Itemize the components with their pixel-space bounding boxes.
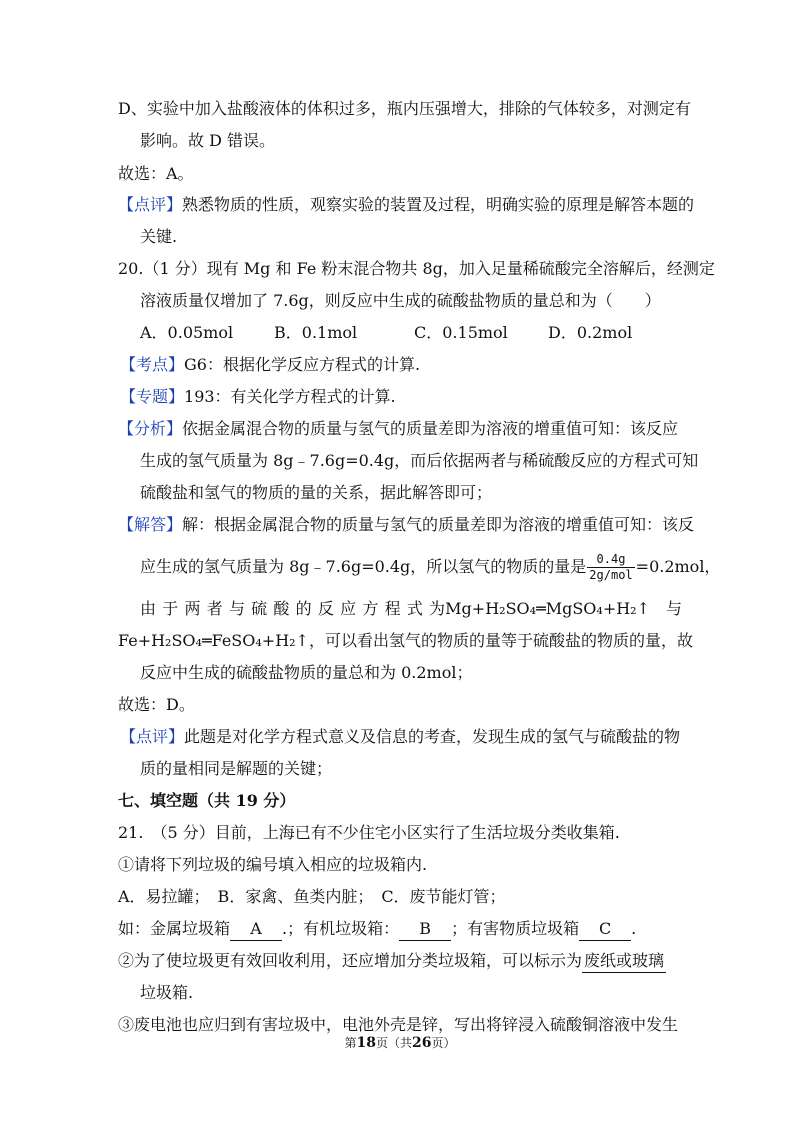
comment-2 [120,726,680,748]
answer-choice-2: 故选：D。 [118,695,195,714]
analysis-text: 依据金属混合物的质量与氢气的质量差即为溶液的增重值可知：该反应 [182,419,679,438]
justified-char: 应 [340,599,357,618]
justified-char: 反 [317,599,334,618]
answer-blank-metal: A [230,918,282,941]
justified-char: 硫 [251,599,268,618]
question-21-part-2 [118,950,666,973]
fraction-denominator: 2g/mol [589,568,633,582]
justified-char: 于 [162,599,179,618]
option-c: C．0.15mol [414,323,508,342]
comment-text: 熟悉物质的性质，观察实验的装置及过程，明确实验的原理是解答本题的 [182,195,695,214]
part-2-text: ②为了使垃圾更有效回收利用，还应增加分类垃圾箱，可以标示为 [118,951,583,970]
solution-text: 解：根据金属混合物的质量与氢气的质量差即为溶液的增重值可知：该反 [182,515,695,534]
answer-blank-glass: 废纸或玻璃 [582,950,666,973]
comment-1 [118,194,694,216]
analysis-cont-2: 硫酸盐和氢气的物质的量的关系，据此解答即可； [140,483,493,502]
comment-2-tag: 【点评】 [120,727,185,746]
question-21-part-1: ①请将下列垃圾的编号填入相应的垃圾箱内. [118,855,428,874]
justified-char: 方 [362,599,379,618]
solution-line-3-words [140,598,445,620]
fill-end: . [631,919,637,938]
question-20: 20.（1 分）现有 Mg 和 Fe 粉末混合物共 8g，加入足量稀硫酸完全溶解后，经测定 [118,259,715,278]
option-d-text-cont: 影响。故 D 错误。 [140,131,276,150]
question-21-fill [118,918,636,941]
footer-mid: 页（共 [375,1036,412,1050]
equation-mg: Mg+H₂SO₄═MgSO₄+H₂↑ 与 [445,599,682,618]
question-21-part-2-cont: 垃圾箱. [140,983,194,1002]
justified-char: 程 [384,599,401,618]
solution-line-2 [140,552,720,583]
solution-line-2-result: =0.2mol， [635,557,721,576]
justified-char: 者 [206,599,223,618]
comment-1-cont: 关键. [140,227,178,246]
analysis-cont-1: 生成的氢气质量为 8g﹣7.6g=0.4g，而后依据两者与稀硫酸反应的方程式可知 [140,451,699,470]
option-a: A．0.05mol [140,323,234,342]
comment-2-cont: 质的量相同是解题的关键； [140,759,333,778]
footer-prefix: 第 [344,1036,357,1050]
justified-char: 为 [429,599,446,618]
justified-char: 式 [406,599,423,618]
page-number: 18 [356,1035,376,1051]
fill-prefix: 如：金属垃圾箱 [118,919,231,938]
justified-char: 与 [228,599,245,618]
knowledge-point [120,354,420,376]
topic-text: 193：有关化学方程式的计算. [184,387,396,406]
question-20-cont: 溶液质量仅增加了 7.6g，则反应中生成的硫酸盐物质的量总和为（ ） [140,291,661,310]
solution-line-3 [140,598,682,620]
comment-tag: 【点评】 [118,195,183,214]
analysis [118,418,678,440]
comment-2-text: 此题是对化学方程式意义及信息的考查，发现生成的氢气与硫酸盐的物 [184,727,681,746]
footer-suffix: 页） [431,1036,456,1050]
answer-choice-1: 故选：A。 [118,164,194,183]
solution-line-5: 反应中生成的硫酸盐物质的量总和为 0.2mol； [140,663,473,682]
question-21: 21. （5 分）目前，上海已有不少住宅小区实行了生活垃圾分类收集箱. [118,823,620,842]
solution-line-4: Fe+H₂SO₄═FeSO₄+H₂↑，可以看出氢气的物质的量等于硫酸盐的物质的量，故 [118,631,693,650]
fraction [587,552,634,583]
fraction-numerator: 0.4g [587,552,634,568]
option-b: B．0.1mol [274,323,358,342]
answer-blank-organic: B [399,918,451,941]
justified-char: 的 [295,599,312,618]
question-21-options: A．易拉罐； B．家禽、鱼类内脏； C．废节能灯管； [118,887,506,906]
justified-char: 两 [184,599,201,618]
knowledge-tag: 【考点】 [120,355,185,374]
fill-mid-1: .；有机垃圾箱： [282,919,400,938]
answer-blank-hazard: C [579,918,631,941]
option-d: D．0.2mol [548,323,633,342]
section-heading: 七、填空题（共 19 分） [118,791,296,810]
topic-tag: 【专题】 [120,387,185,406]
option-d-text: D、实验中加入盐酸液体的体积过多，瓶内压强增大，排除的气体较多，对测定有 [118,99,691,118]
justified-char: 酸 [273,599,290,618]
page-total: 26 [412,1035,432,1051]
question-21-part-3: ③废电池也应归到有害垃圾中，电池外壳是锌，写出将锌浸入硫酸铜溶液中发生 [118,1015,679,1034]
solution [118,514,694,536]
knowledge-text: G6：根据化学反应方程式的计算. [184,355,421,374]
solution-line-2-text: 应生成的氢气质量为 8g﹣7.6g=0.4g，所以氢气的物质的量是 [140,557,587,576]
analysis-tag: 【分析】 [118,419,183,438]
question-20-options [140,322,632,344]
page-footer [0,1034,800,1051]
solution-tag: 【解答】 [118,515,183,534]
fill-mid-2: ；有害物质垃圾箱 [451,919,580,938]
topic [120,386,396,408]
justified-char: 由 [140,599,157,618]
